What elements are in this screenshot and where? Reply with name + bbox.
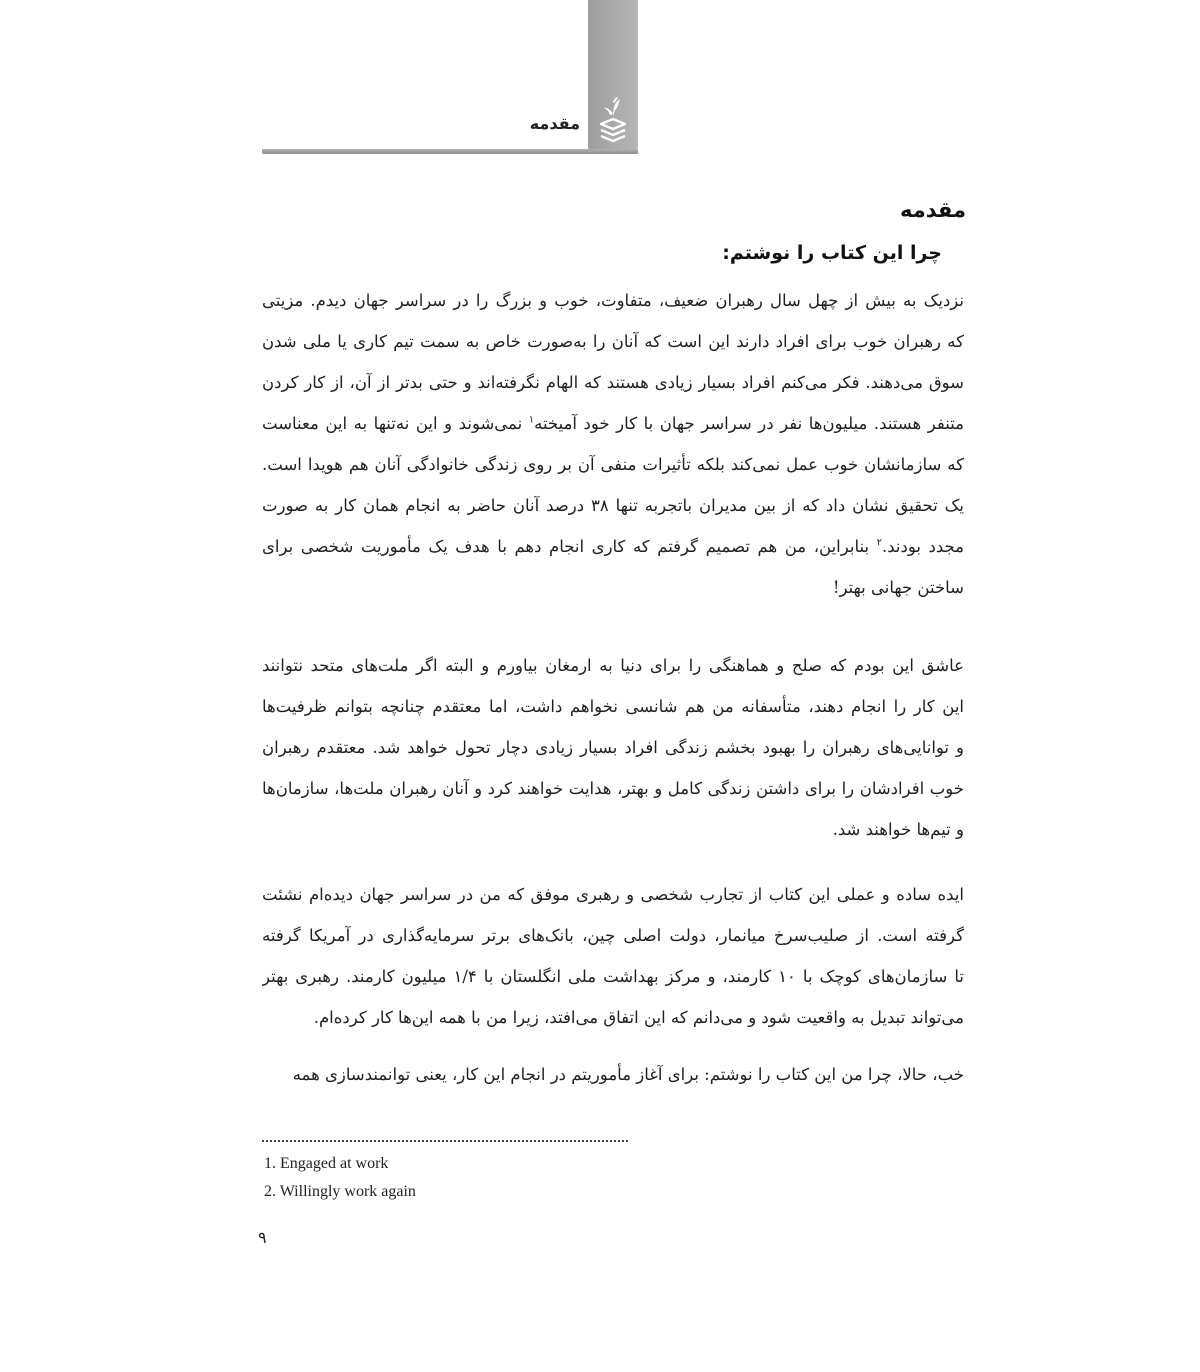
- paragraph-line: [262, 403, 964, 444]
- footnote-reference: ۲: [876, 537, 882, 549]
- footnote-1: 1. Engaged at work: [264, 1155, 389, 1172]
- paragraph-2: [262, 645, 964, 850]
- line-text: مجدد بودند.: [881, 537, 964, 556]
- book-stack-plant-icon: [596, 94, 630, 146]
- paragraph-line: ساختن جهانی بهتر!: [832, 578, 964, 597]
- footnote-reference: ۱: [528, 414, 535, 426]
- page-number: ۹: [258, 1228, 267, 1247]
- paragraph-line: یک تحقیق نشان داد که از بین مدیران باتجربه تنها ۳۸ درصد آنان حاضر به انجام همان کار به صورت: [262, 496, 964, 515]
- paragraph-3: [262, 874, 964, 1038]
- paragraph-line: ایده ساده و عملی این کتاب از تجارب شخصی و رهبری موفق که من در سراسر جهان دیده‌ام نشئت: [262, 885, 964, 904]
- paragraph-line: و تیم‌ها خواهند شد.: [832, 820, 964, 839]
- paragraph-line: و توانایی‌های رهبران را بهبود بخشم زندگی افراد بسیار زیادی دچار تحول خواهد شد. معتقدم رهبران: [262, 738, 964, 757]
- section-title: مقدمه: [900, 198, 966, 222]
- paragraph-line: تا سازمان‌های کوچک با ۱۰ کارمند، و مرکز بهداشت ملی انگلستان با ۱/۴ میلیون کارمند. رهبری بهتر: [262, 967, 964, 986]
- paragraph-line: سوق می‌دهند. فکر می‌کنم افراد بسیار زیادی هستند که الهام نگرفته‌اند و حتی بدتر از آن، از کار کردن: [262, 373, 964, 392]
- paragraph-4: [262, 1054, 964, 1095]
- paragraph-line: خوب افرادشان را برای داشتن زندگی کامل و بهتر، هدایت خواهند کرد و آنان رهبران ملت‌ها، سازمان‌ها: [262, 779, 964, 798]
- paragraph-line: که سازمانشان خوب عمل نمی‌کند بلکه تأثیرات منفی آن بر روی زندگی خانوادگی آنان هم هویدا است.: [262, 455, 964, 474]
- paragraph-line: که رهبران خوب برای افراد دارند این است که آنان را به‌صورت خاص به سمت تیم کاری یا ملی شدن: [262, 332, 964, 351]
- line-text: متنفر هستند. میلیون‌ها نفر در سراسر جهان با کار خود آمیخته: [534, 414, 964, 433]
- line-text: نمی‌شوند و این نه‌تنها به این معناست: [262, 414, 529, 433]
- paragraph-line: می‌تواند تبدیل به واقعیت شود و می‌دانم که این اتفاق می‌افتد، زیرا من با همه این‌ها کار کرده‌ام.: [313, 1008, 964, 1027]
- paragraph-line: عاشق این بودم که صلح و هماهنگی را برای دنیا به ارمغان بیاورم و البته اگر ملت‌های متحد نتوانند: [262, 656, 964, 675]
- paragraph-line: نزدیک به بیش از چهل سال رهبران ضعیف، متفاوت، خوب و بزرگ را در سراسر جهان دیدم. مزیتی: [262, 291, 964, 310]
- paragraph-line: گرفته است. از صلیب‌سرخ میانمار، دولت اصلی چین، بانک‌های برتر سرمایه‌گذاری در آمریکا گرفته: [262, 926, 964, 945]
- footnote-separator: [262, 1140, 628, 1142]
- paragraph-line: [262, 526, 964, 567]
- paragraph-1: [262, 280, 964, 608]
- running-header-title: مقدمه: [529, 114, 580, 133]
- paragraph-line: این کار را انجام دهند، متأسفانه من هم شانسی نخواهم داشت، اما معتقدم چنانچه بتوانم ظرفیت‌ها: [262, 697, 964, 716]
- paragraph-line: خب، حالا، چرا من این کتاب را نوشتم: برای آغاز مأموریتم در انجام این کار، یعنی توانمندسازی همه: [292, 1065, 964, 1084]
- header-rule: [262, 149, 638, 154]
- line-text: بنابراین، من هم تصمیم گرفتم که کاری انجام دهم با هدف یک مأموریت شخصی برای: [262, 537, 877, 556]
- subheading: چرا این کتاب را نوشتم:: [722, 242, 942, 264]
- footnote-2: 2. Willingly work again: [264, 1183, 416, 1200]
